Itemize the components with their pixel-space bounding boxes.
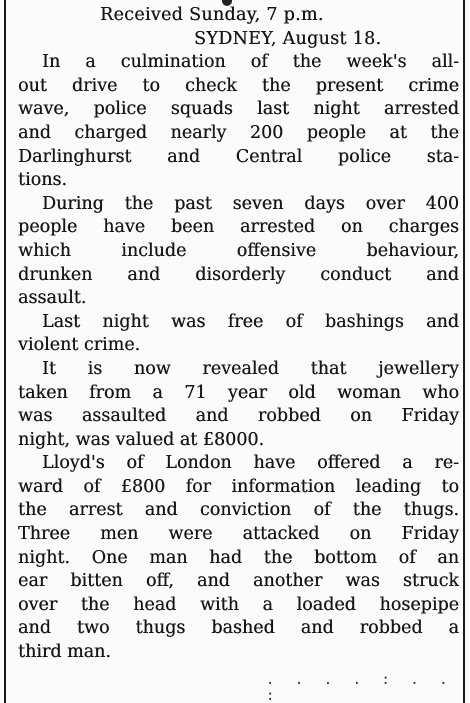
text-line: In a culmination of the week's all- <box>42 52 459 73</box>
text-line: assault. <box>18 288 87 309</box>
paragraph-3 <box>18 311 459 358</box>
text-line: Three men were attacked on Friday <box>18 524 459 545</box>
paragraph-5 <box>18 452 459 664</box>
dateline: SYDNEY, August 18. <box>194 28 382 49</box>
left-column-rule <box>4 0 6 703</box>
text-line: It is now revealed that jewellery <box>42 358 459 379</box>
paragraph-4 <box>18 358 459 452</box>
text-line: was assaulted and robbed on Friday <box>18 406 459 427</box>
paragraph-2 <box>18 193 459 311</box>
text-line: tions. <box>18 170 67 191</box>
right-column-rule <box>463 0 465 703</box>
news-article <box>18 4 459 665</box>
text-line: Last night was free of bashings and <box>42 311 459 332</box>
end-of-article-dots: . . . . : . . : <box>266 672 454 703</box>
received-line: Received Sunday, 7 p.m. <box>100 5 324 25</box>
text-line: night, was valued at £8000. <box>18 429 265 450</box>
text-line: night. One man had the bottom of an <box>18 547 459 568</box>
text-line: ward of £800 for information leading to <box>18 476 459 497</box>
text-line: and charged nearly 200 people at the <box>18 122 459 143</box>
text-line: which include offensive behaviour, <box>18 240 459 261</box>
text-line: and two thugs bashed and robbed a <box>18 618 459 639</box>
text-line: drunken and disorderly conduct and <box>18 264 459 285</box>
text-line: third man. <box>18 642 111 663</box>
text-line: the arrest and conviction of the thugs. <box>18 500 459 521</box>
text-line: ear bitten off, and another was struck <box>18 571 459 592</box>
text-line: people have been arrested on charges <box>18 217 459 238</box>
text-line: out drive to check the present crime <box>18 75 459 96</box>
text-line: over the head with a loaded hosepipe <box>18 594 459 615</box>
text-line: During the past seven days over 400 <box>42 193 459 214</box>
text-line: Lloyd's of London have offered a re- <box>42 453 459 474</box>
text-line: violent crime. <box>18 335 141 356</box>
text-line: wave, police squads last night arrested <box>18 99 459 120</box>
text-line: taken from a 71 year old woman who <box>18 382 459 403</box>
text-line: Darlinghurst and Central police sta- <box>18 146 459 167</box>
paragraph-1 <box>18 51 459 193</box>
